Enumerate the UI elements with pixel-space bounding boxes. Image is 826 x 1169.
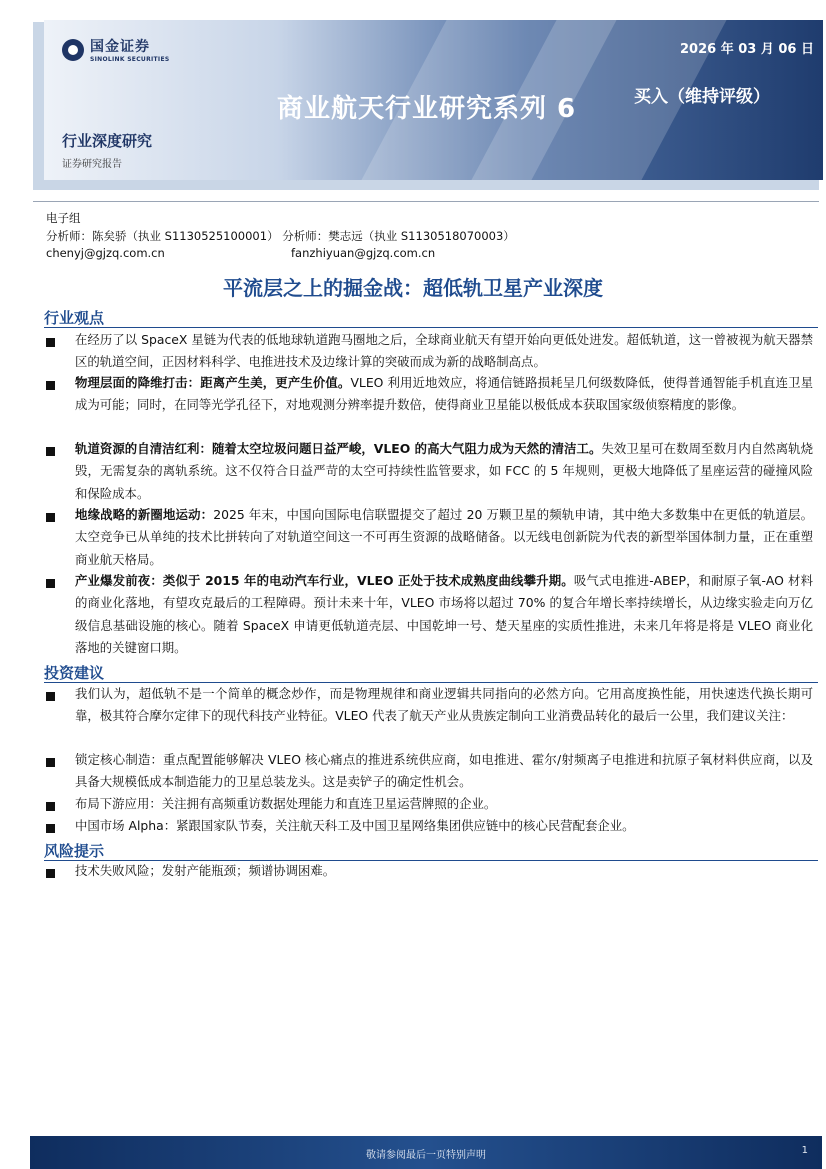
report-date: 2026 年 03 月 06 日 xyxy=(680,42,814,57)
bullet-square xyxy=(46,824,55,833)
footer-bar xyxy=(30,1136,822,1169)
bullet-square xyxy=(46,513,55,522)
section-title-view: 行业观点 xyxy=(44,309,105,327)
headline: 平流层之上的掘金战：超低轨卫星产业深度 xyxy=(223,276,603,300)
view-item-1: 在经历了以 SpaceX 星链为代表的低地球轨道跑马圈地之后，全球商业航天有望开始向更低处进发。超低轨道，这一曾被视为航天器禁区的轨道空间，正因材料科学、电推进技术及边缘计算的突破而成为新的战略制高点。 xyxy=(75,332,813,370)
view-item-2: 物理层面的降维打击：距离产生美，更产生价值。VLEO 利用近地效应，将通信链路损耗呈几何级数降低，使得普通智能手机直连卫星成为可能；同时，在同等光学孔径下，对地观测分辨率提升数倍，使得商业卫星能以极低成本获取国家级侦察精度的影像。 xyxy=(75,375,814,413)
bullet-square xyxy=(46,338,55,347)
footer-disclaimer: 敬请参阅最后一页特别声明 xyxy=(366,1150,486,1161)
group-label: 电子组 xyxy=(46,211,81,225)
section-title-advice: 投资建议 xyxy=(44,664,105,682)
advice-item-1: 我们认为，超低轨不是一个简单的概念炒作，而是物理规律和商业逻辑共同指向的必然方向。它用高度换性能，用快速迭代换长期可靠，极其符合摩尔定律下的现代科技产业特征。VLEO 代表了航天产业从贵族定制向工业消费品转化的最后一公里，我们建议关注： xyxy=(75,686,813,724)
logo-icon xyxy=(62,39,84,61)
bullet-square xyxy=(46,447,55,456)
view-item-5: 产业爆发前夜：类似于 2015 年的电动汽车行业，VLEO 正处于技术成熟度曲线攀升期。吸气式电推进-ABEP，和耐原子氧-AO 材料的商业化落地，有望攻克最后的工程障碍。预计未来十年，VLEO 市场将以超过 70% 的复合年增长率持续增长，从边缘实验走向万亿级信息基础设施的核心。随着 SpaceX 申请更低轨道壳层、中国乾坤一号、楚天星座的实质性推进，未来几年将是将是 VLEO 商业化落地的关键窗口期。 xyxy=(75,573,813,656)
rating: 买入（维持评级） xyxy=(634,87,770,107)
page-number: 1 xyxy=(801,1145,808,1156)
bullet-square xyxy=(46,758,55,767)
bullet-square xyxy=(46,692,55,701)
view-item-3: 轨道资源的自清洁红利：随着太空垃圾问题日益严峻，VLEO 的高大气阻力成为天然的清洁工。失效卫星可在数周至数月内自然离轨烧毁，无需复杂的离轨系统。这不仅符合日益严苛的太空可持续性监管要求，如 FCC 的 5 年规则，更极大地降低了星座运营的碰撞风险和保险成本。 xyxy=(75,441,814,501)
advice-item-2: 锁定核心制造：重点配置能够解决 VLEO 核心痛点的推进系统供应商，如电推进、霍尔/射频离子电推进和抗原子氧材料供应商，以及具备大规模低成本制造能力的卫星总装龙头。这是卖铲子的确定性机会。 xyxy=(75,752,813,790)
report-title: 商业航天行业研究系列 6 xyxy=(277,94,577,124)
risk-item-1: 技术失败风险；发射产能瓶颈；频谱协调困难。 xyxy=(75,863,336,878)
analyst-email-1: chenyj@gjzq.com.cn xyxy=(46,246,165,260)
company-logo xyxy=(62,36,169,63)
analyst-email-2: fanzhiyuan@gjzq.com.cn xyxy=(291,246,436,260)
bullet-square xyxy=(46,802,55,811)
divider xyxy=(33,201,819,202)
logo-name-cn: 国金证券 xyxy=(90,39,150,55)
doc-type: 行业深度研究 xyxy=(62,132,153,150)
bullet-square xyxy=(46,381,55,390)
section-rule xyxy=(44,327,818,328)
analyst-line: 分析师：陈矣骄（执业 S1130525100001） 分析师：樊志远（执业 S1130518070003） xyxy=(46,229,515,243)
bullet-square xyxy=(46,869,55,878)
section-title-risk: 风险提示 xyxy=(44,842,105,860)
logo-name-en: SINOLINK SECURITIES xyxy=(90,56,170,63)
doc-subtype: 证券研究报告 xyxy=(62,159,122,170)
bullet-square xyxy=(46,579,55,588)
view-item-4: 地缘战略的新圈地运动：2025 年末，中国向国际电信联盟提交了超过 20 万颗卫星的频轨申请，其中绝大多数集中在更低的轨道层。太空竞争已从单纯的技术比拼转向了对轨道空间这一不可再生资源的战略储备。以无线电创新院为代表的新型举国体制力量，正在重塑商业航天格局。 xyxy=(75,507,813,567)
advice-item-4: 中国市场 Alpha：紧跟国家队节奏，关注航天科工及中国卫星网络集团供应链中的核心民营配套企业。 xyxy=(75,818,635,833)
advice-item-3: 布局下游应用：关注拥有高频重访数据处理能力和直连卫星运营牌照的企业。 xyxy=(75,796,497,811)
